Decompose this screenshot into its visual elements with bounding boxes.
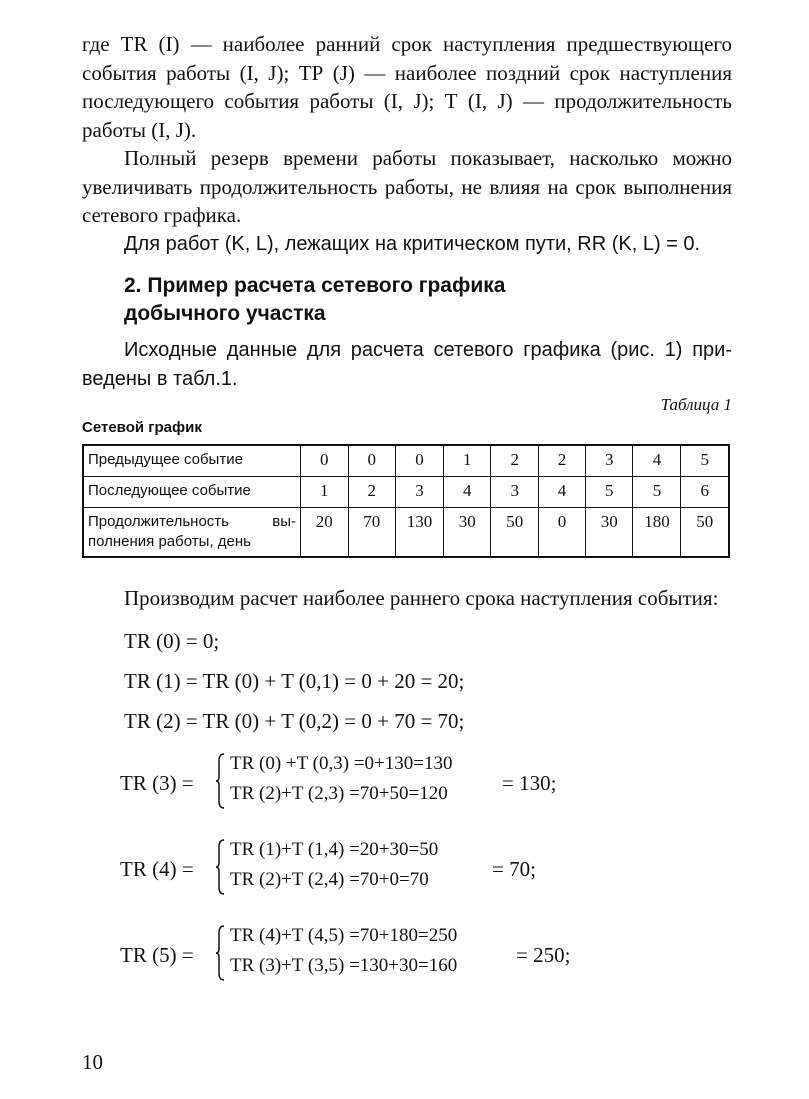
- table-cell: 0: [396, 445, 444, 477]
- equation-tr4-line1: TR (1)+T (1,4) =20+30=50: [230, 838, 439, 860]
- table-cell: 0: [538, 508, 585, 558]
- table-cell: 2: [538, 445, 585, 477]
- paragraph-source-data: Исходные данные для расчета сетевого графика (рис. 1) приведены в табл.1.: [82, 339, 732, 390]
- paragraph-definitions: где TR (I) — наиболее ранний срок наступления предшествующего события работы (I, J); ТР (J) — наиболее поздний срок наступления последующего события работы (I, J); Т (I, J) — продолжительность работы (I, J).: [82, 32, 732, 142]
- table-cell: 3: [396, 477, 444, 508]
- table-cell: 0: [348, 445, 395, 477]
- equation-tr2: TR (2) = TR (0) + T (0,2) = 0 + 70 = 70;: [124, 708, 465, 733]
- table-title: Сетевой график: [82, 419, 202, 436]
- table-cell: 5: [585, 477, 632, 508]
- table-cell: 5: [633, 477, 681, 508]
- equation-tr3-name: TR (3) =: [120, 770, 194, 795]
- table-cell: 30: [443, 508, 490, 558]
- brace-icon: [216, 925, 224, 981]
- table-cell: 30: [585, 508, 632, 558]
- page-number: 10: [82, 1050, 103, 1074]
- table-cell: 4: [633, 445, 681, 477]
- table-cell: 20: [301, 508, 348, 558]
- equation-tr5-result: = 250;: [516, 942, 571, 967]
- table-cell: 130: [396, 508, 444, 558]
- table-caption: Таблица 1: [660, 395, 732, 414]
- table-cell: 50: [681, 508, 729, 558]
- table-cell: 6: [681, 477, 729, 508]
- table-cell: 180: [633, 508, 681, 558]
- equation-tr1: TR (1) = TR (0) + T (0,1) = 0 + 20 = 20;: [124, 668, 465, 693]
- equation-tr3-result: = 130;: [502, 770, 557, 795]
- row-label: Предыдущее событие: [83, 445, 301, 477]
- equation-tr5-line2: TR (3)+T (3,5) =130+30=160: [230, 954, 458, 976]
- network-schedule-table: [82, 444, 730, 558]
- brace-icon: [216, 753, 224, 809]
- row-label: Продолжительность выполнения работы, день: [83, 508, 301, 558]
- equation-tr5-line1: TR (4)+T (4,5) =70+180=250: [230, 924, 458, 946]
- table-cell: 2: [491, 445, 538, 477]
- table-cell: 1: [301, 477, 348, 508]
- equation-tr4: [120, 839, 732, 899]
- page-content: [82, 30, 732, 985]
- section-heading: [124, 272, 732, 328]
- paragraph-critical-path: Для работ (K, L), лежащих на критическом пути, RR (K, L) = 0.: [124, 232, 701, 255]
- heading-line-1: 2. Пример расчета сетевого графика: [124, 274, 506, 297]
- equation-tr4-name: TR (4) =: [120, 856, 194, 881]
- table-cell: 2: [348, 477, 395, 508]
- paragraph-calc-intro: Производим расчет наиболее раннего срока наступления события:: [124, 586, 719, 610]
- table-cell: 1: [443, 445, 490, 477]
- table-cell: 0: [301, 445, 348, 477]
- paragraph-full-reserve: Полный резерв времени работы показывает, насколько можно увеличивать продолжительность работы, не влияя на срок выполнения сетевого графика.: [82, 146, 732, 227]
- equation-tr4-line2: TR (2)+T (2,4) =70+0=70: [230, 868, 429, 890]
- table-row: [83, 477, 729, 508]
- equation-tr4-result: = 70;: [492, 856, 536, 881]
- heading-line-2: добычного участка: [124, 302, 326, 325]
- table-cell: 4: [538, 477, 585, 508]
- table-cell: 4: [443, 477, 490, 508]
- equation-tr3-line1: TR (0) +T (0,3) =0+130=130: [230, 752, 453, 774]
- table-cell: 50: [491, 508, 538, 558]
- table-cell: 5: [681, 445, 729, 477]
- equation-tr5-name: TR (5) =: [120, 942, 194, 967]
- brace-icon: [216, 839, 224, 895]
- table-cell: 3: [491, 477, 538, 508]
- table-row: [83, 445, 729, 477]
- equation-tr0: TR (0) = 0;: [124, 628, 220, 653]
- equation-tr3: [120, 753, 732, 813]
- equation-tr3-line2: TR (2)+T (2,3) =70+50=120: [230, 782, 448, 804]
- table-cell: 3: [585, 445, 632, 477]
- row-label: Последующее событие: [83, 477, 301, 508]
- table-row: [83, 508, 729, 558]
- equation-tr5: [120, 925, 732, 985]
- table-cell: 70: [348, 508, 395, 558]
